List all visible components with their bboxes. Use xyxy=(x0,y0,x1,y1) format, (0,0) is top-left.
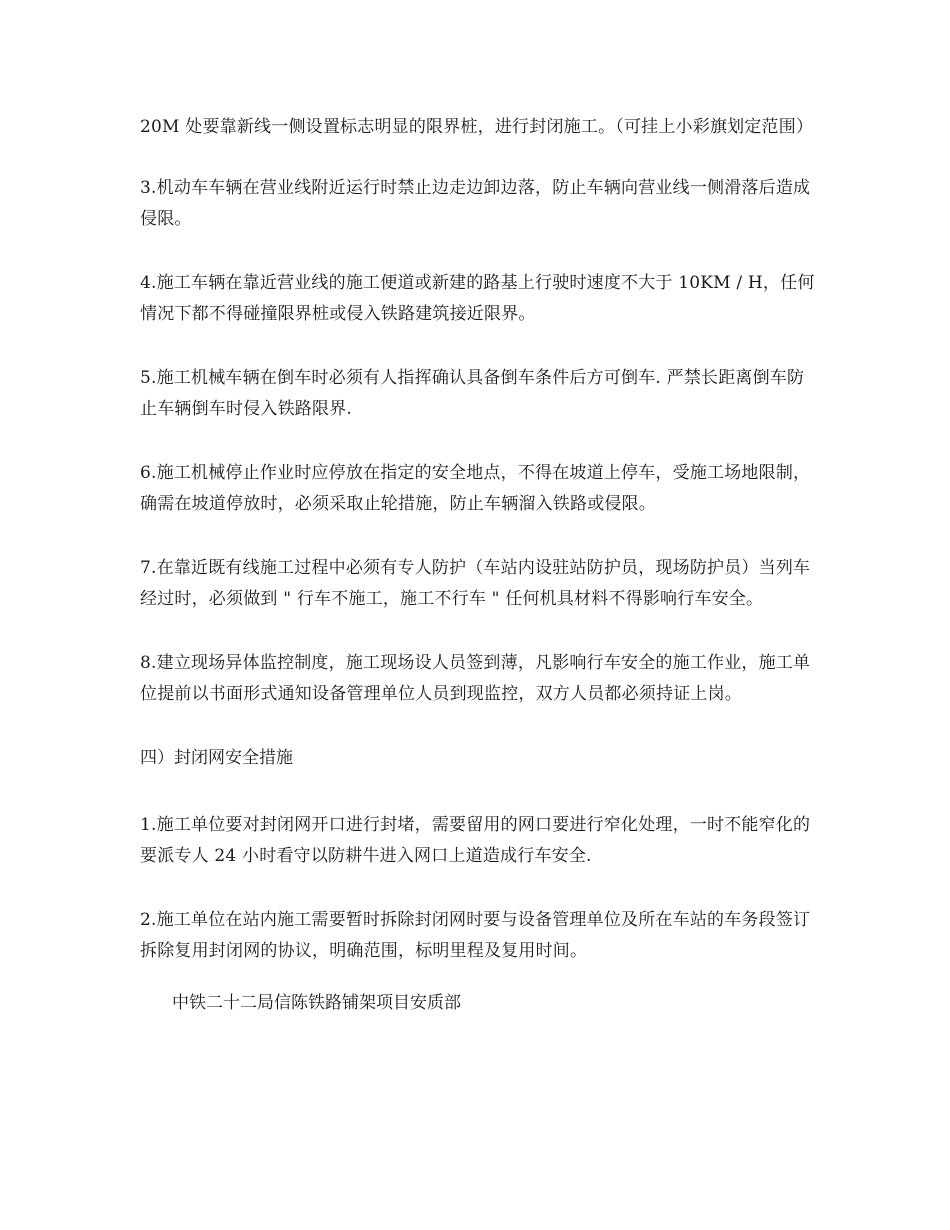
paragraph-item-7: 7.在靠近既有线施工过程中必须有专人防护（车站内设驻站防护员，现场防护员）当列车经过时，必须做到 " 行车不施工，施工不行车 " 任何机具材料不得影响行车安全。 xyxy=(140,558,811,609)
section-heading: 四）封闭网安全措施 xyxy=(140,748,293,768)
paragraph-item-6: 6.施工机械停止作业时应停放在指定的安全地点，不得在坡道上停车，受施工场地限制，确需在坡道停放时，必须采取止轮措施，防止车辆溜入铁路或侵限。 xyxy=(140,463,811,514)
paragraph-item-8: 8.建立现场异体监控制度，施工现场设人员签到薄，凡影响行车安全的施工作业，施工单位提前以书面形式通知设备管理单位人员到现监控，双方人员都必须持证上岗。 xyxy=(140,653,811,704)
paragraph-item-5: 5.施工机械车辆在倒车时必须有人指挥确认具备倒车条件后方可倒车. 严禁长距离倒车防止车辆倒车时侵入铁路限界. xyxy=(140,368,805,419)
paragraph-boundary-markers: 20M 处要靠新线一侧设置标志明显的限界桩，进行封闭施工。（可挂上小彩旗划定范围） xyxy=(140,117,814,137)
signature-line: 中铁二十二局信陈铁路铺架项目安质部 xyxy=(172,993,461,1013)
section-paragraph-2: 2.施工单位在站内施工需要暂时拆除封闭网时要与设备管理单位及所在车站的车务段签订拆除复用封闭网的协议，明确范围，标明里程及复用时间。 xyxy=(140,910,811,961)
document-page xyxy=(140,112,820,1019)
paragraph-item-3: 3.机动车车辆在营业线附近运行时禁止边走边卸边落，防止车辆向营业线一侧滑落后造成侵限。 xyxy=(140,178,811,229)
section-paragraph-1: 1.施工单位要对封闭网开口进行封堵，需要留用的网口要进行窄化处理，一时不能窄化的要派专人 24 小时看守以防耕牛进入网口上道造成行车安全. xyxy=(140,815,811,866)
paragraph-item-4: 4.施工车辆在靠近营业线的施工便道或新建的路基上行驶时速度不大于 10KM / H，任何情况下都不得碰撞限界桩或侵入铁路建筑接近限界。 xyxy=(140,273,815,324)
